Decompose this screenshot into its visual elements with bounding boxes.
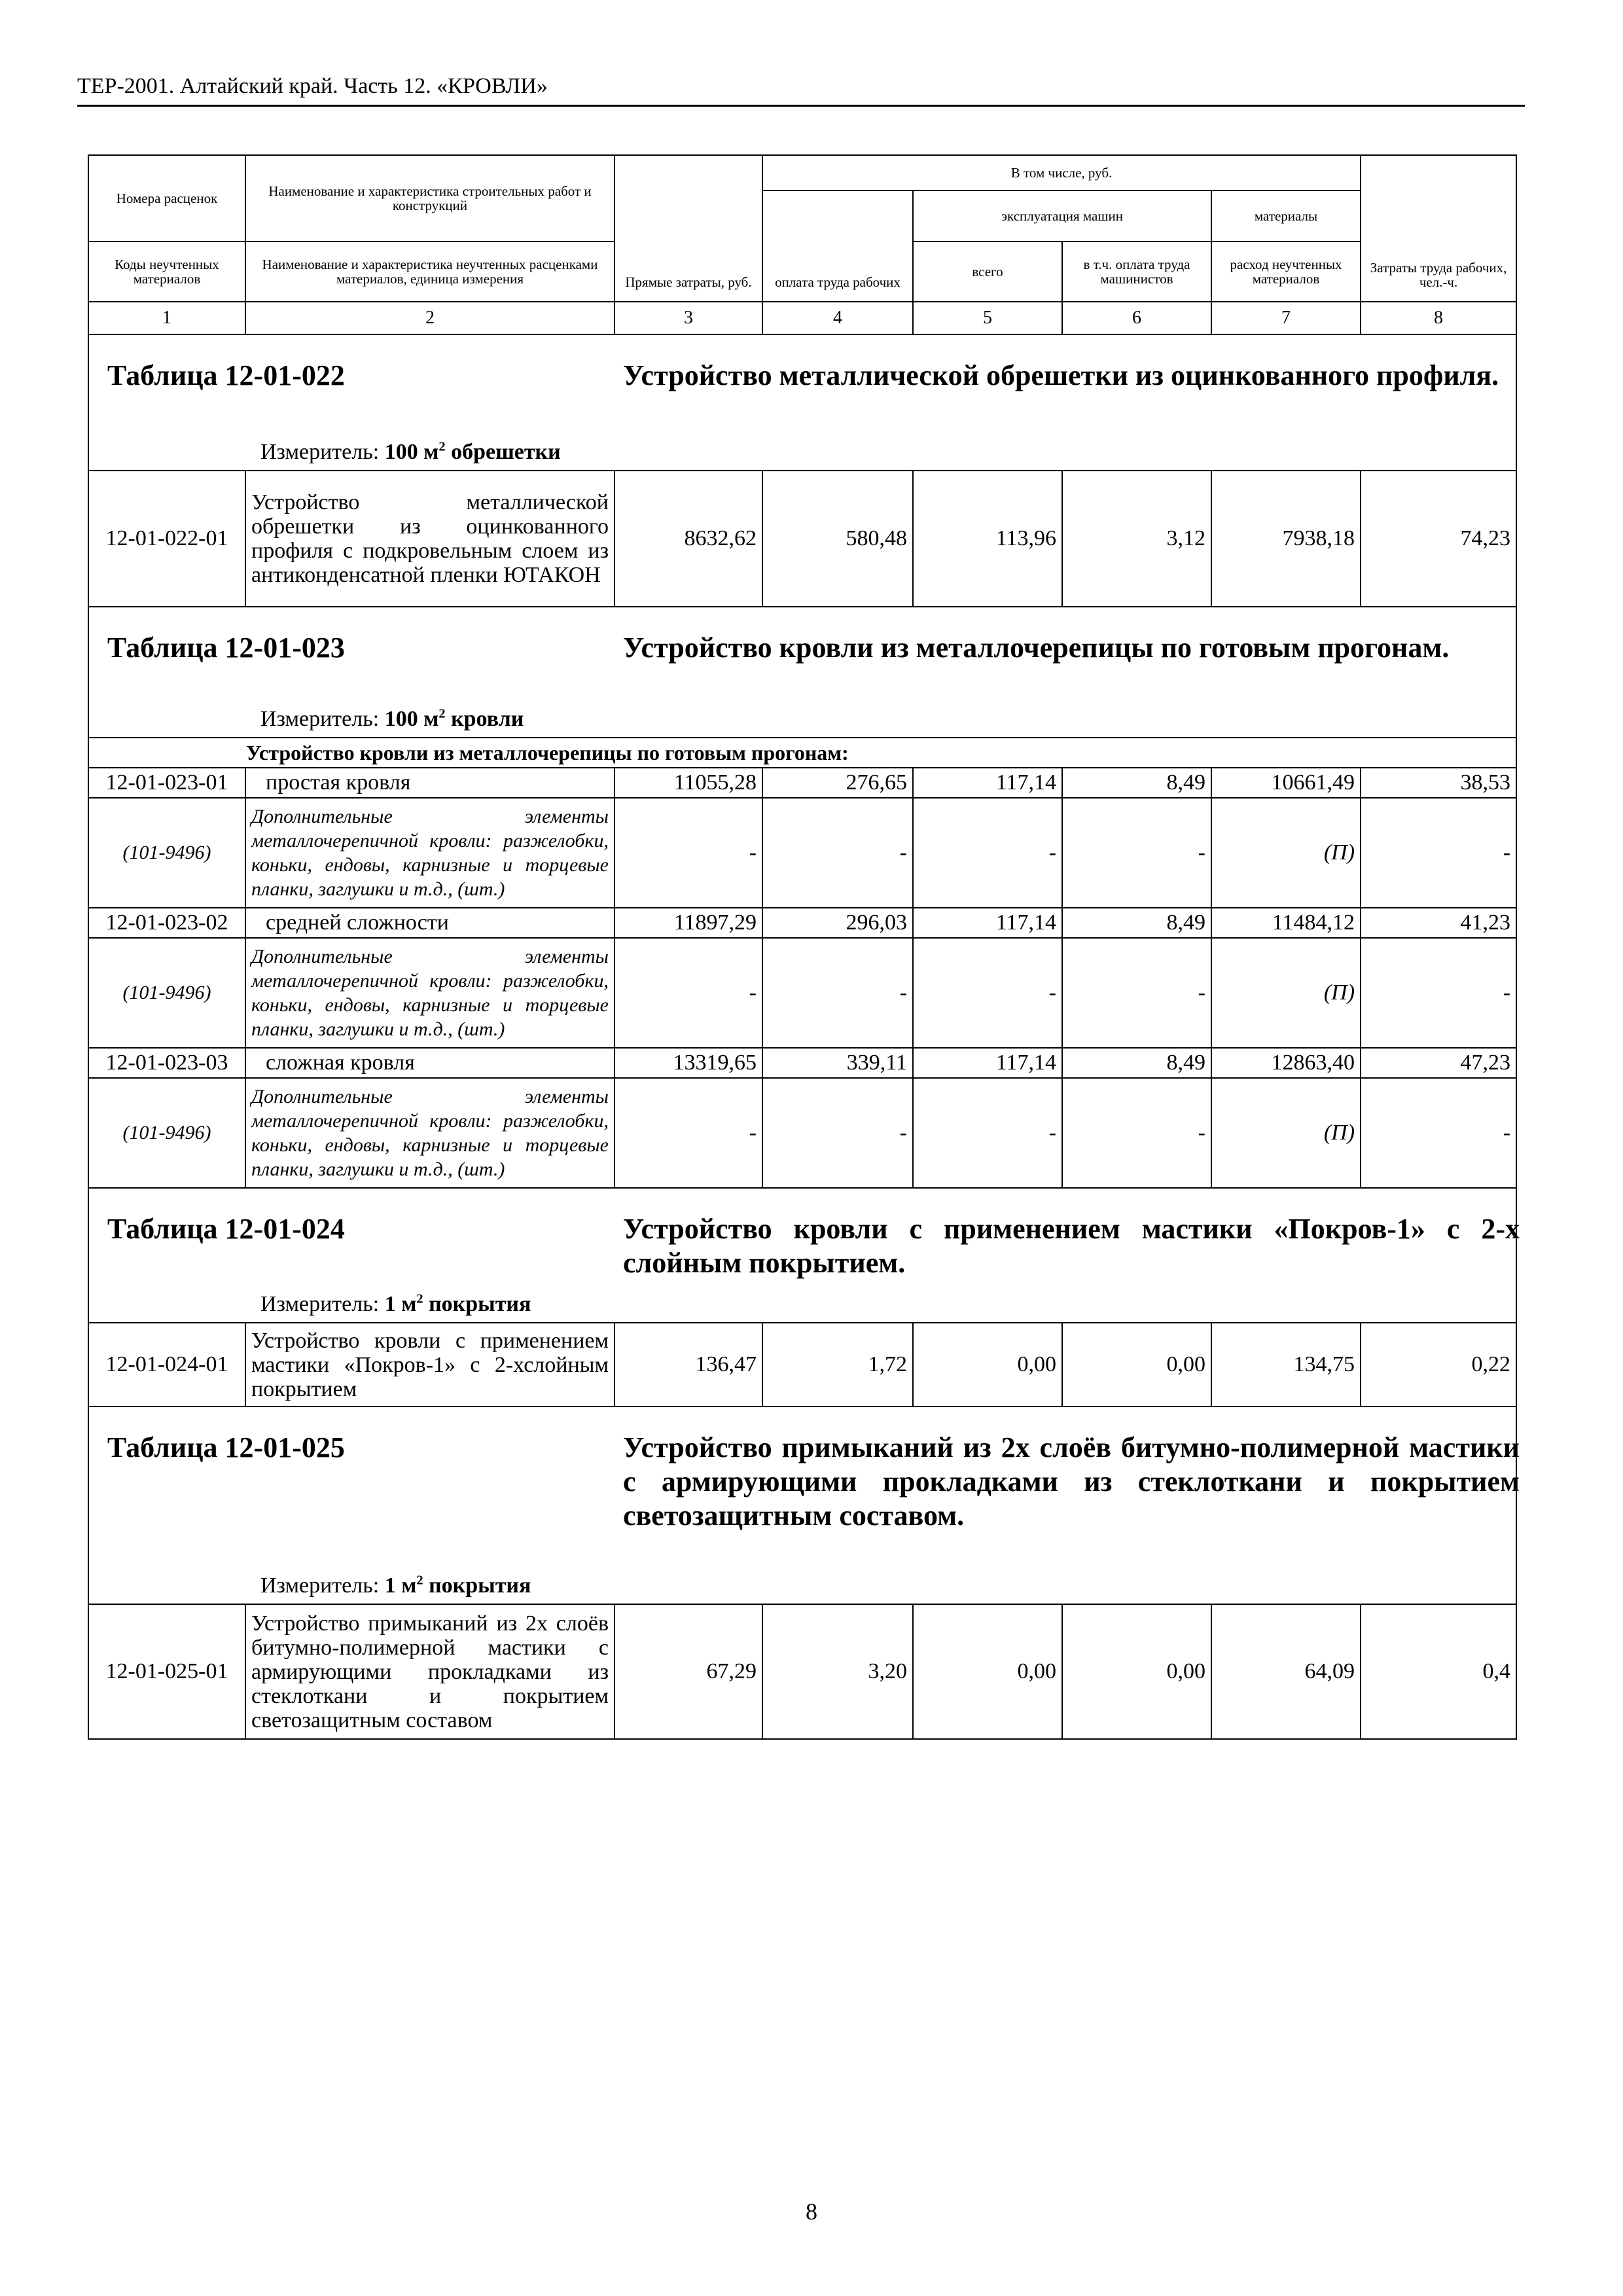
rate-code: 12-01-023-01 (88, 768, 245, 798)
value-cell: 0,4 (1361, 1604, 1516, 1739)
value-cell: 0,00 (1062, 1323, 1211, 1407)
value-cell: 13319,65 (615, 1048, 762, 1078)
running-head: ТЕР-2001. Алтайский край. Часть 12. «КРОВЛИ» (77, 74, 548, 98)
section-meter: Измеритель: 1 $м^2$ покрытия (260, 1291, 531, 1316)
value-cell: 64,09 (1211, 1604, 1361, 1739)
rate-description: Устройство кровли с применением мастики «Покров-1» с 2-хслойным покрытием (245, 1323, 615, 1407)
index-cell: 4 (762, 302, 913, 334)
value-cell: 8,49 (1062, 768, 1211, 798)
material-row (88, 1078, 1516, 1188)
group-materials-header: материалы (1211, 190, 1361, 242)
section-heading: Устройство кровли с применением мастики «Покров-1» с 2-х слойным покрытием. (623, 1213, 1520, 1279)
section-title: Таблица 12-01-024 (107, 1213, 345, 1245)
material-code: (101-9496) (88, 1078, 245, 1188)
value-cell: 11897,29 (615, 908, 762, 938)
material-row (88, 798, 1516, 908)
col8-header: Затраты труда рабочих, чел.-ч. (1361, 155, 1516, 302)
material-code: (101-9496) (88, 798, 245, 908)
table-row (88, 768, 1516, 798)
value-cell: 10661,49 (1211, 768, 1361, 798)
value-cell: - (913, 798, 1062, 908)
value-cell: 3,20 (762, 1604, 913, 1739)
value-cell: 276,65 (762, 768, 913, 798)
rate-code: 12-01-022-01 (88, 471, 245, 607)
value-cell: - (1062, 938, 1211, 1048)
value-cell: - (1361, 798, 1516, 908)
value-cell: - (762, 1078, 913, 1188)
index-cell: 2 (245, 302, 615, 334)
material-description: Дополнительные элементы металлочерепичной кровли: разжелобки, коньки, ендовы, карнизные и торцевые планки, заглушки и т.д., (шт.) (245, 938, 615, 1048)
value-cell: 113,96 (913, 471, 1062, 607)
rate-description: Устройство металлической обрешетки из оцинкованного профиля с подкровельным слоем из антиконденсатной пленки ЮТАКОН (245, 471, 615, 607)
rate-description: Устройство примыканий из 2х слоёв битумно-полимерной мастики с армирующими прокладками из стеклоткани и покрытием светозащитным составом (245, 1604, 615, 1739)
section-heading: Устройство примыканий из 2х слоёв битумно-полимерной мастики с армирующими прокладками из стеклоткани и покрытием светозащитным составом. (623, 1431, 1520, 1532)
index-cell: 1 (88, 302, 245, 334)
value-cell: 8,49 (1062, 1048, 1211, 1078)
page-number: 8 (806, 2198, 817, 2225)
value-cell: 0,00 (913, 1604, 1062, 1739)
value-cell: 47,23 (1361, 1048, 1516, 1078)
value-cell: 38,53 (1361, 768, 1516, 798)
col2-top-header: Наименование и характеристика строительных работ и конструкций (245, 155, 615, 242)
section-header (88, 607, 1516, 738)
col5-header: всего (913, 242, 1062, 302)
section-title: Таблица 12-01-025 (107, 1431, 345, 1463)
value-cell: - (615, 798, 762, 908)
material-row (88, 938, 1516, 1048)
table-row (88, 1604, 1516, 1739)
col6-header: в т.ч. оплата труда машинистов (1062, 242, 1211, 302)
section-heading: Устройство металлической обрешетки из оцинкованного профиля. (623, 359, 1499, 391)
rate-description: средней сложности (245, 908, 615, 938)
rate-code: 12-01-024-01 (88, 1323, 245, 1407)
value-cell: (П) (1211, 798, 1361, 908)
header-rule (77, 105, 1525, 107)
subheading-row (88, 738, 1516, 768)
section-title: Таблица 12-01-023 (107, 632, 345, 664)
material-code: (101-9496) (88, 938, 245, 1048)
value-cell: 11055,28 (615, 768, 762, 798)
col1-top-header: Номера расценок (88, 155, 245, 242)
index-cell: 5 (913, 302, 1062, 334)
subheading: Устройство кровли из металлочерепицы по готовым прогонам: (88, 738, 1516, 768)
value-cell: 41,23 (1361, 908, 1516, 938)
value-cell: - (762, 938, 913, 1048)
table-row (88, 1048, 1516, 1078)
group-machines-header: эксплуатация машин (913, 190, 1211, 242)
value-cell: 136,47 (615, 1323, 762, 1407)
table-row (88, 471, 1516, 607)
col4-header: оплата труда рабочих (762, 190, 913, 302)
value-cell: - (1062, 1078, 1211, 1188)
index-cell: 7 (1211, 302, 1361, 334)
value-cell: 117,14 (913, 768, 1062, 798)
rates-table (88, 154, 1520, 1740)
index-cell: 6 (1062, 302, 1211, 334)
material-description: Дополнительные элементы металлочерепичной кровли: разжелобки, коньки, ендовы, карнизные и торцевые планки, заглушки и т.д., (шт.) (245, 798, 615, 908)
value-cell: 3,12 (1062, 471, 1211, 607)
section-row-12-01-025 (88, 1407, 1516, 1604)
section-header (88, 334, 1516, 471)
rate-description: простая кровля (245, 768, 615, 798)
rate-code: 12-01-023-02 (88, 908, 245, 938)
value-cell: 74,23 (1361, 471, 1516, 607)
value-cell: 1,72 (762, 1323, 913, 1407)
section-title: Таблица 12-01-022 (107, 359, 345, 391)
table-row (88, 908, 1516, 938)
value-cell: 0,00 (1062, 1604, 1211, 1739)
value-cell: 11484,12 (1211, 908, 1361, 938)
section-row-12-01-023 (88, 607, 1516, 738)
value-cell: 117,14 (913, 1048, 1062, 1078)
col3-header: Прямые затраты, руб. (615, 155, 762, 302)
value-cell: (П) (1211, 1078, 1361, 1188)
value-cell: 296,03 (762, 908, 913, 938)
section-meter: Измеритель: 100 $м^2$ обрешетки (260, 439, 561, 464)
value-cell: - (1361, 1078, 1516, 1188)
index-cell: 8 (1361, 302, 1516, 334)
section-header (88, 1188, 1520, 1323)
value-cell: 12863,40 (1211, 1048, 1361, 1078)
value-cell: 0,00 (913, 1323, 1062, 1407)
col2-bottom-header: Наименование и характеристика неучтенных расценками материалов, единица измерения (245, 242, 615, 302)
col7-header: расход неучтенных материалов (1211, 242, 1361, 302)
column-index-row (88, 302, 1516, 334)
value-cell: 8632,62 (615, 471, 762, 607)
material-description: Дополнительные элементы металлочерепичной кровли: разжелобки, коньки, ендовы, карнизные и торцевые планки, заглушки и т.д., (шт.) (245, 1078, 615, 1188)
table-row (88, 1323, 1516, 1407)
rate-code: 12-01-025-01 (88, 1604, 245, 1739)
section-heading: Устройство кровли из металлочерепицы по готовым прогонам. (623, 632, 1450, 664)
header-row-1 (88, 155, 1516, 190)
rate-description: сложная кровля (245, 1048, 615, 1078)
group-incl-header: В том числе, руб. (762, 155, 1361, 190)
section-header (88, 1407, 1520, 1604)
value-cell: 67,29 (615, 1604, 762, 1739)
value-cell: - (1361, 938, 1516, 1048)
index-cell: 3 (615, 302, 762, 334)
section-row-12-01-024 (88, 1188, 1516, 1323)
value-cell: 339,11 (762, 1048, 913, 1078)
rate-code: 12-01-023-03 (88, 1048, 245, 1078)
value-cell: - (615, 1078, 762, 1188)
value-cell: 134,75 (1211, 1323, 1361, 1407)
value-cell: - (913, 1078, 1062, 1188)
value-cell: - (913, 938, 1062, 1048)
section-meter: Измеритель: 100 $м^2$ кровли (260, 706, 524, 731)
section-meter: Измеритель: 1 $м^2$ покрытия (260, 1573, 531, 1598)
value-cell: - (615, 938, 762, 1048)
value-cell: 580,48 (762, 471, 913, 607)
section-row-12-01-022 (88, 334, 1516, 471)
value-cell: (П) (1211, 938, 1361, 1048)
value-cell: 7938,18 (1211, 471, 1361, 607)
value-cell: 8,49 (1062, 908, 1211, 938)
value-cell: 117,14 (913, 908, 1062, 938)
value-cell: - (762, 798, 913, 908)
value-cell: - (1062, 798, 1211, 908)
col1-bottom-header: Коды неучтенных материалов (88, 242, 245, 302)
value-cell: 0,22 (1361, 1323, 1516, 1407)
